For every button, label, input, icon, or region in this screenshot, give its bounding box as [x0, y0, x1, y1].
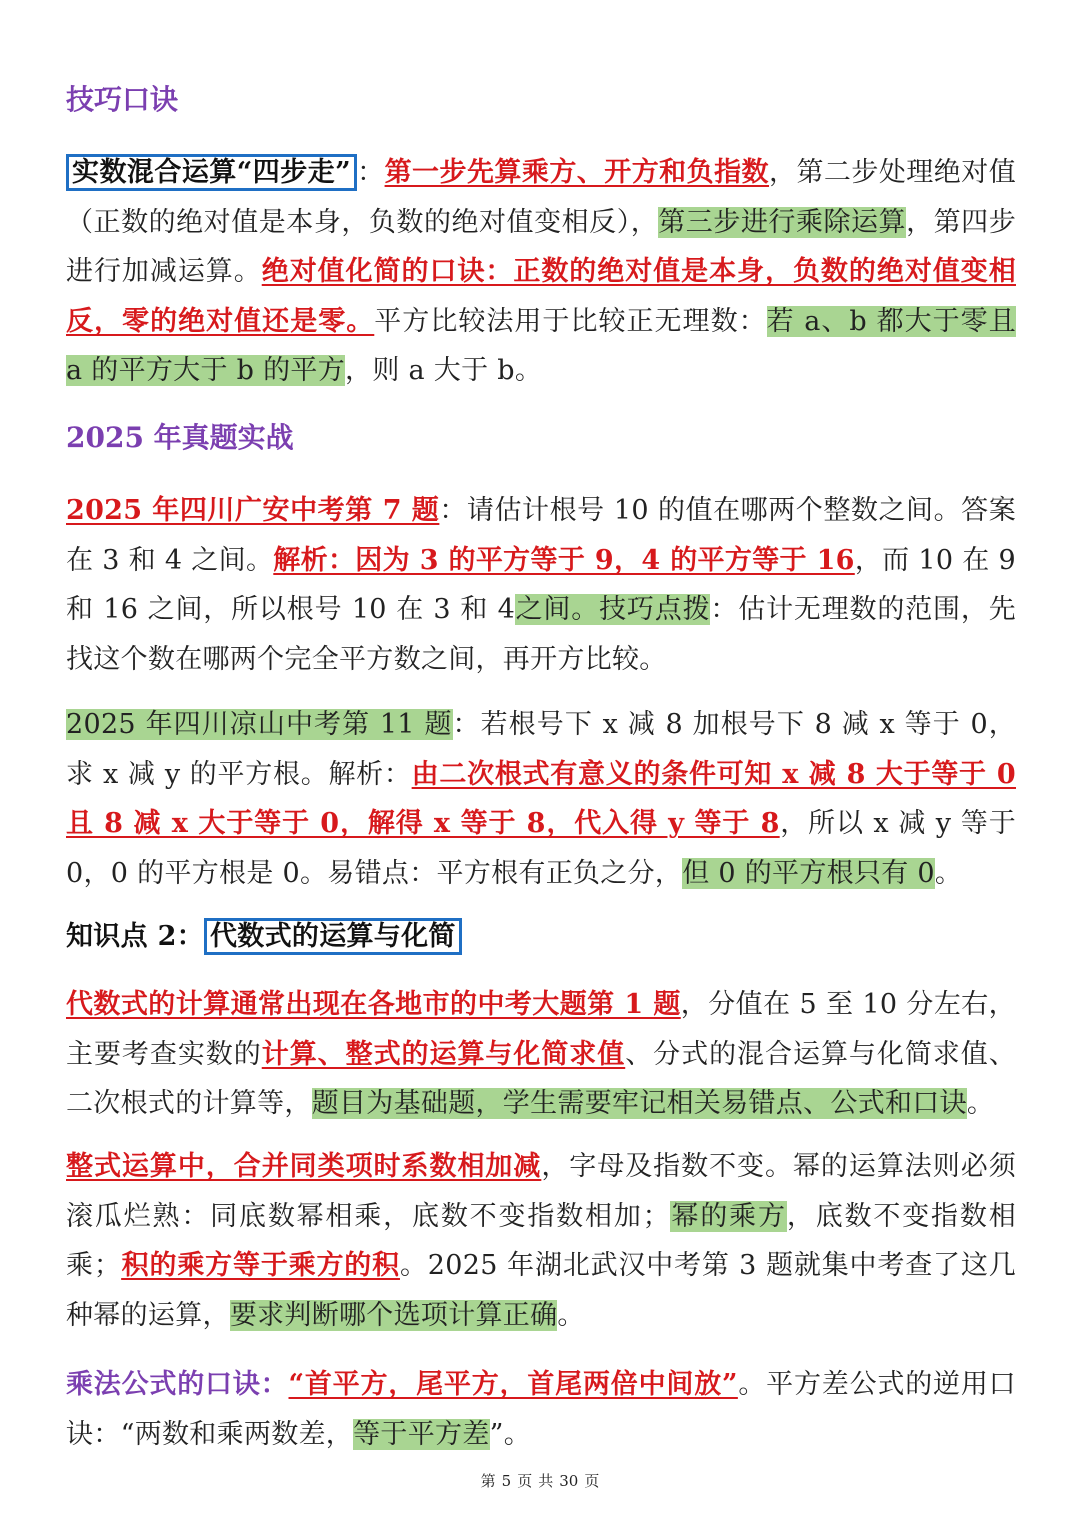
text-run: 。 [557, 1299, 585, 1331]
red-highlight: 整式运算中，合并同类项时系数相加减 [66, 1151, 542, 1182]
text-run: ，第四步进行加减运算。 [66, 206, 1016, 287]
red-highlight: 2025 年四川广安中考第 7 题 [66, 495, 440, 526]
text-run: ，第二步处理绝对值（正数的绝对值是本身，负数的绝对值变相反）， [66, 157, 1016, 238]
boxed-term: 实数混合运算“四步走” [66, 154, 357, 191]
green-highlight: 但 0 的平方根只有 0 [682, 857, 935, 889]
green-highlight: 等于平方差 [353, 1418, 490, 1450]
total-pages: 30 [559, 1472, 579, 1490]
purple-label: 乘法公式的口诀： [66, 1369, 289, 1400]
green-highlight: 题目为基础题，学生需要牢记相关易错点、公式和口诀 [311, 1088, 967, 1119]
green-highlight: 若 a、b 都大于零且 a 的平方大于 b 的平方 [66, 305, 1016, 386]
section-heading-exam-practice: 2025 年真题实战 [66, 421, 294, 454]
section-heading-tips: 技巧口诀 [66, 83, 179, 116]
text-run: ：估计无理数的范围，先找这个数在哪两个完全平方数之间，再开方比较。 [66, 594, 1017, 675]
text-run: ，字母及指数不变。幂的运算法则必须滚瓜烂熟：同底数幂相乘，底数不变指数相加； [66, 1151, 1016, 1232]
text-run: ：若根号下 x 减 8 加根号下 8 减 x 等于 0，求 x 减 y 的平方根。解析： [66, 709, 1016, 790]
text-run: ，所以 x 减 y 等于 0，0 的平方根是 0。易错点：平方根有正负之分， [66, 808, 1016, 889]
footer-text: 页 [517, 1472, 533, 1490]
footer-text: 页 [584, 1472, 600, 1490]
knowledge-point-label: 知识点 2： [66, 921, 204, 952]
green-highlight: 第三步进行乘除运算 [658, 206, 907, 238]
paragraph-multiplication-formula [66, 1360, 1016, 1459]
red-highlight: 解析：因为 3 的平方等于 9，4 的平方等于 16 [273, 544, 855, 576]
page-footer [0, 1470, 1080, 1491]
footer-text: 第 [480, 1472, 496, 1490]
red-highlight: 代数式的计算通常出现在各地市的中考大题第 1 题 [66, 989, 681, 1020]
red-highlight: 积的乘方等于乘方的积 [121, 1250, 400, 1281]
text-run: ”。 [489, 1418, 532, 1450]
text-run: ，而 10 在 9 和 16 之间，所以根号 10 在 3 和 4 [66, 544, 1016, 625]
green-highlight: 2025 年四川凉山中考第 11 题 [66, 709, 453, 740]
text-run: 。2025 年湖北武汉中考第 3 题就集中考查了这几种幂的运算， [66, 1250, 1017, 1331]
footer-text: 共 [538, 1472, 554, 1490]
red-highlight: 绝对值化简的口诀：正数的绝对值是本身，负数的绝对值变相反，零的绝对值还是零。 [66, 256, 1016, 337]
text-run: ： [356, 157, 385, 188]
text-run: 。 [934, 857, 963, 889]
text-run: ，则 a 大于 b。 [345, 355, 543, 386]
paragraph-power-rules [66, 1142, 1016, 1340]
page-number: 5 [501, 1472, 512, 1490]
green-highlight: 要求判断哪个选项计算正确 [229, 1299, 558, 1331]
green-highlight: 之间。技巧点拨 [515, 594, 711, 625]
paragraph-guangan-question [66, 486, 1016, 684]
red-highlight: 计算、整式的运算与化简求值 [261, 1038, 626, 1070]
boxed-term: 代数式的运算与化简 [204, 918, 462, 955]
red-highlight: 第一步先算乘方、开方和负指数 [384, 157, 770, 188]
paragraph-real-number-rules [66, 148, 1016, 396]
text-run: 平方比较法用于比较正无理数： [374, 305, 767, 337]
text-run: ，底数不变指数相乘； [66, 1200, 1016, 1281]
text-run: ：请估计根号 10 的值在哪两个整数之间。答案在 3 和 4 之间。 [66, 495, 1017, 576]
text-run: 、分式的混合运算与化简求值、二次根式的计算等， [66, 1038, 1016, 1119]
text-run: 。平方差公式的逆用口诀：“两数和乘两数差， [66, 1369, 1016, 1450]
red-highlight: 由二次根式有意义的条件可知 x 减 8 大于等于 0 且 8 减 x 大于等于 0，解得 x 等于 8，代入得 y 等于 8 [66, 758, 1016, 839]
red-highlight: “首平方，尾平方，首尾两倍中间放” [288, 1369, 738, 1400]
green-highlight: 幂的乘方 [669, 1200, 787, 1232]
paragraph-liangshan-question [66, 700, 1016, 898]
knowledge-point-heading [66, 912, 1016, 962]
paragraph-algebra-overview [66, 980, 1016, 1129]
text-run: 。 [966, 1088, 995, 1119]
text-run: ，分值在 5 至 10 分左右，主要考查实数的 [66, 989, 1016, 1070]
